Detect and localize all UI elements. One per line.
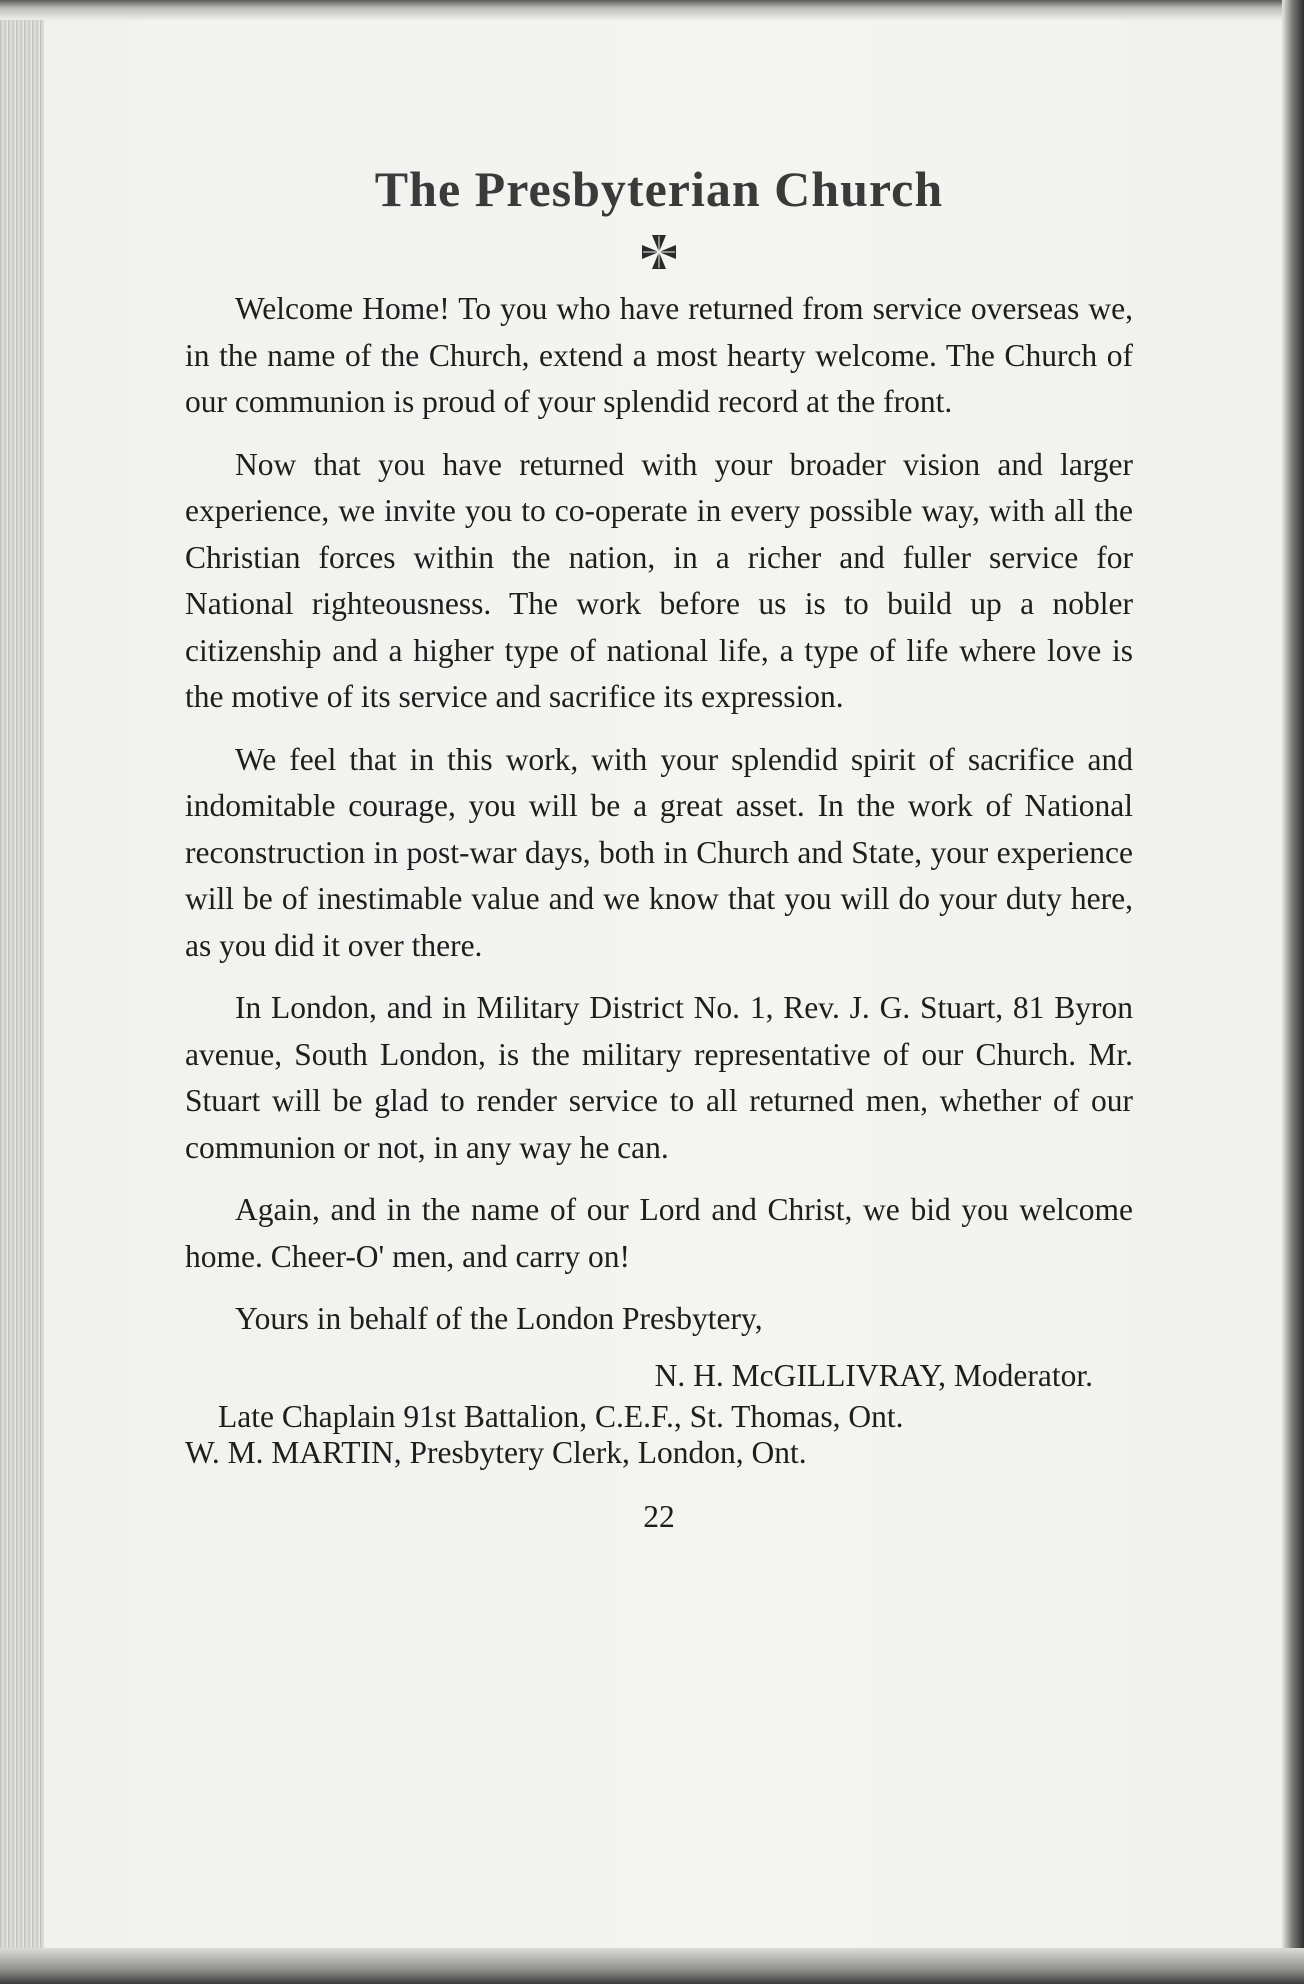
paragraph: In London, and in Military District No. 1, Rev. J. G. Stuart, 81 Byron avenue, South London, is the military representative of our Church. Mr. Stuart will be glad to render service to all returned men, whether of our communion or not, in any way he can. [185,990,1133,1165]
page-edge-top [0,0,1304,20]
page-title: The Presbyterian Church [374,161,944,217]
page-edge-left [0,0,44,1984]
paragraph: Now that you have returned with your broader vision and larger experience, we invite you to co-operate in every possible way, with all the Christian forces within the nation, in a richer and fuller service for National righteousness. The work before us is to build up a nobler citizenship and a higher type of national life, a type of life where love is the motive of its service and sacrifice its expression. [185,446,1133,714]
paragraph: Again, and in the name of our Lord and Christ, we bid you welcome home. Cheer-O' men, and carry on! [185,1192,1133,1274]
maltese-cross-icon [639,232,679,272]
page-edge-bottom [0,1948,1304,1984]
page-content [185,150,1133,1535]
signature-line: W. M. MARTIN, Presbytery Clerk, London, Ont. [185,1434,807,1470]
signature-line: Late Chaplain 91st Battalion, C.E.F., St. Thomas, Ont. [218,1398,904,1434]
paragraph: We feel that in this work, with your splendid spirit of sacrifice and indomitable courage, you will be a great asset. In the work of National reconstruction in post-war days, both in Church and State, your experience will be of inestimable value and we know that you will do your duty here, as you did it over there. [185,741,1133,963]
closing-line: Yours in behalf of the London Presbytery, [235,1301,763,1336]
page-number: 22 [643,1498,675,1534]
signature-name: N. H. McGILLIVRAY, Moderator. [654,1357,1093,1393]
page-edge-right [1282,0,1304,1984]
paragraph: Welcome Home! To you who have returned from service overseas we, in the name of the Church, extend a most hearty welcome. The Church of our communion is proud of your splendid record at the front. [185,291,1133,419]
